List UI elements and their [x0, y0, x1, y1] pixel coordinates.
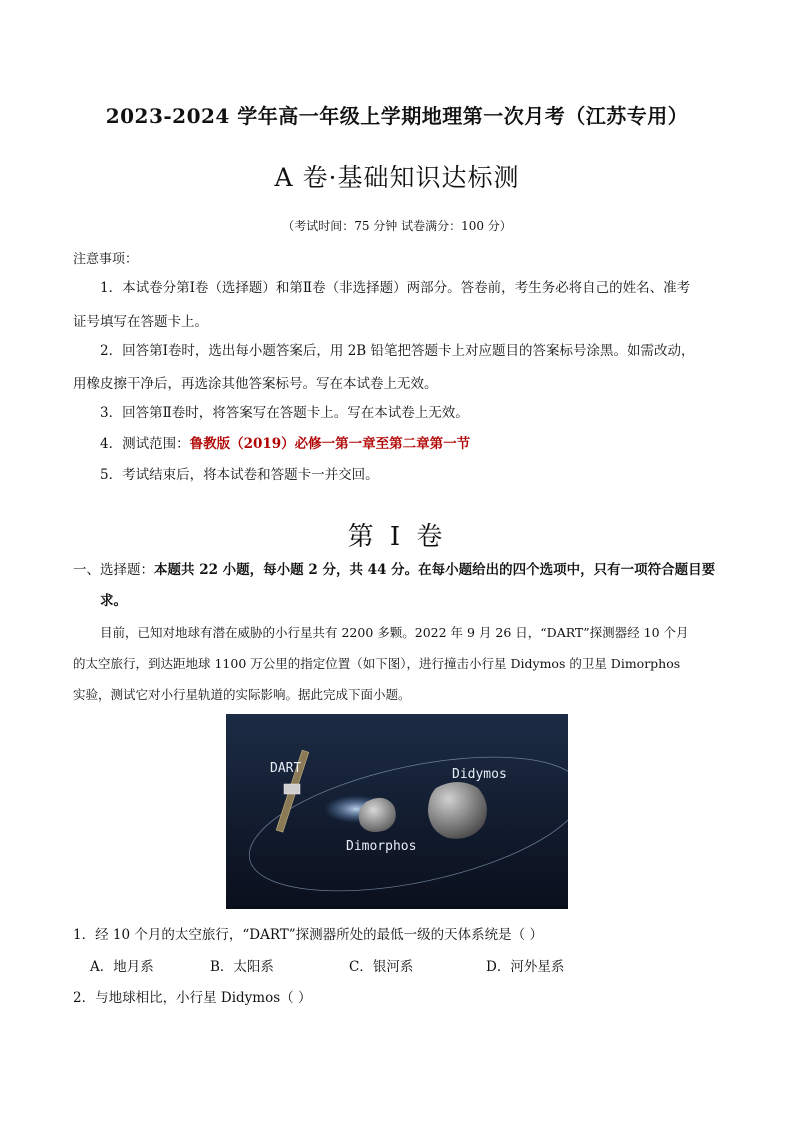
question-1-option-a: A．地月系	[90, 959, 154, 975]
passage-line-2: 的太空旅行，到达距地球 1100 万公里的指定位置（如下图），进行撞击小行星 Didymos 的卫星 Dimorphos	[73, 656, 681, 671]
question-1-option-d: D．河外星系	[486, 959, 565, 975]
dimorphos-label: Dimorphos	[346, 839, 417, 854]
didymos-asteroid-icon	[428, 782, 487, 839]
didymos-label: Didymos	[452, 767, 507, 782]
volume-heading: 第 I 卷	[347, 522, 447, 552]
section-text-c: ，只有一项符合题目要	[580, 562, 716, 578]
notice-item-2: 2．回答第Ⅰ卷时，选出每小题答案后，用 2B 铅笔把答题卡上对应题目的答案标号涂黑。如需改动，	[100, 343, 695, 359]
test-scope: 鲁教版（2019）必修一第一章至第二章第一节	[189, 436, 471, 452]
section-heading	[73, 558, 715, 578]
notice-item-2-cont: 用橡皮擦干净后，再选涂其他答案标号。写在本试卷上无效。	[73, 376, 438, 392]
exam-meta: （考试时间：75 分钟 试卷满分：100 分）	[282, 219, 512, 233]
passage-line-3: 实验，测试它对小行星轨道的实际影响。据此完成下面小题。	[73, 687, 411, 702]
paper-subtitle: A 卷·基础知识达标测	[274, 163, 520, 192]
passage-line-1: 目前，已知对地球有潜在威胁的小行星共有 2200 多颗。2022 年 9 月 26 日，“DART”探测器经 10 个月	[100, 625, 689, 640]
question-1-option-c: C．银河系	[349, 959, 414, 975]
section-text-b: 四个选项中	[512, 562, 581, 578]
notice-item-4	[100, 434, 470, 454]
section-heading-cont: 求。	[100, 593, 127, 609]
notice-item-4-prefix: 4．测试范围：	[100, 436, 190, 452]
notice-item-1-cont: 证号填写在答题卡上。	[73, 314, 208, 330]
question-2: 2．与地球相比，小行星 Didymos（ ）	[73, 990, 312, 1006]
section-label: 一、选择题：	[73, 562, 154, 578]
question-1: 1．经 10 个月的太空旅行，“DART”探测器所处的最低一级的天体系统是（ ）	[73, 927, 543, 943]
space-background	[226, 714, 568, 909]
dart-label: DART	[270, 761, 302, 776]
section-text-a: 本题共 22 小题，每小题 2 分，共 44 分。在每小题给出的	[154, 562, 513, 578]
paper-title: 2023-2024 学年高一年级上学期地理第一次月考（江苏专用）	[105, 104, 689, 128]
notice-item-1: 1．本试卷分第Ⅰ卷（选择题）和第Ⅱ卷（非选择题）两部分。答卷前，考生务必将自己的姓名、准考	[100, 280, 691, 296]
question-1-option-b: B．太阳系	[210, 959, 274, 975]
notice-item-5: 5．考试结束后，将本试卷和答题卡一并交回。	[100, 467, 379, 483]
dart-mission-figure	[226, 714, 568, 909]
notice-item-3: 3．回答第Ⅱ卷时，将答案写在答题卡上。写在本试卷上无效。	[100, 405, 469, 421]
notice-title: 注意事项：	[73, 252, 139, 267]
space-illustration	[226, 714, 568, 909]
